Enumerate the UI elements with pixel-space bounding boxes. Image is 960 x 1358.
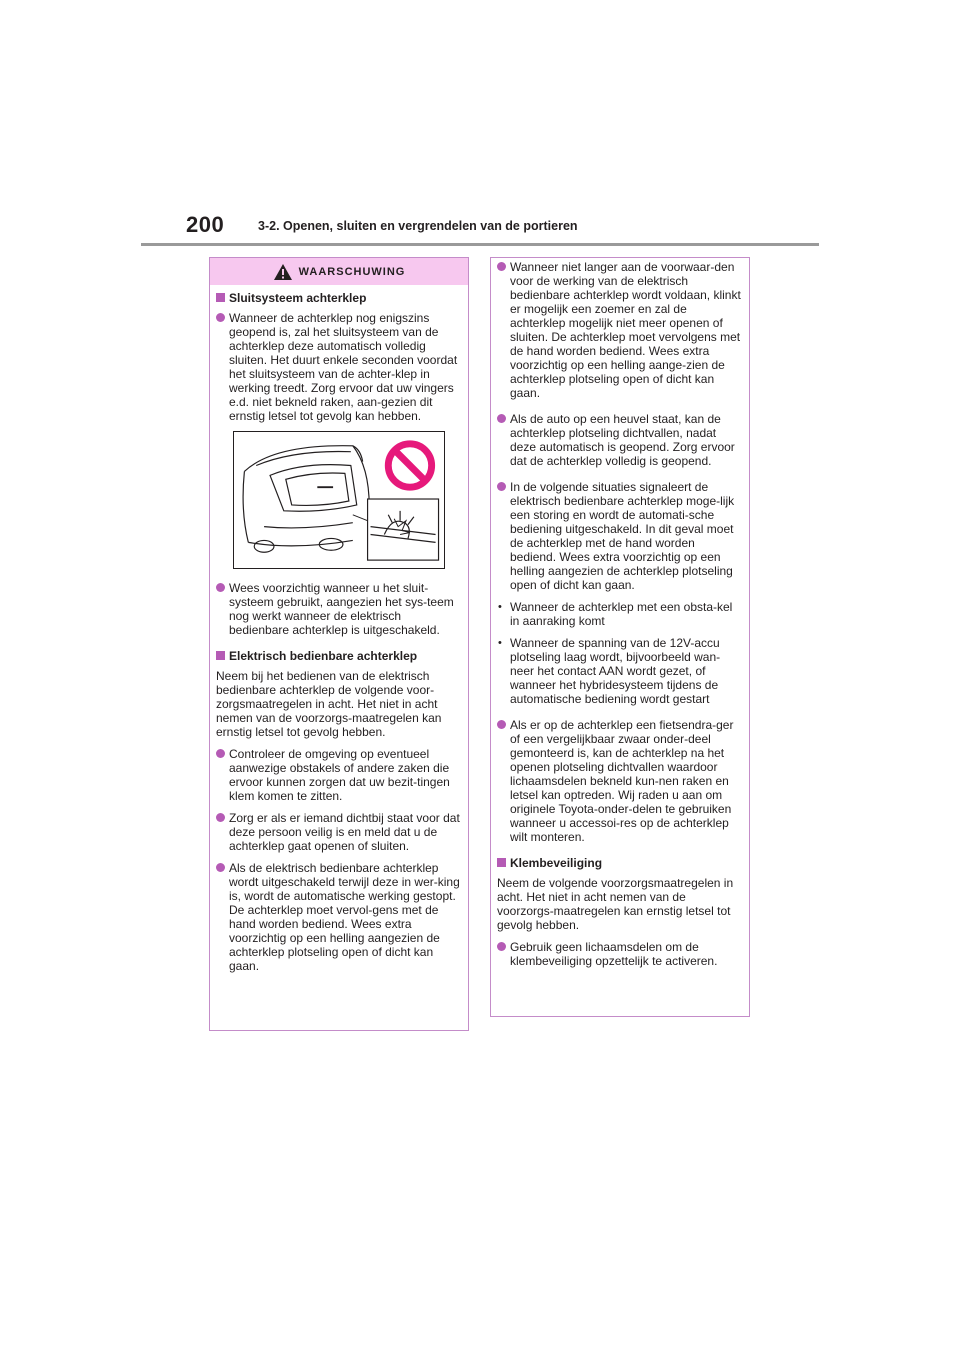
warning-bullet: Als de auto op een heuvel staat, kan de achterklep plotseling dichtvallen, nadat deze automatisch is geopend. Zorg ervoor dat de achterklep volledig is geopend. (497, 412, 743, 468)
intro-paragraph: Neem de volgende voorzorgsmaatregelen in acht. Het niet in acht nemen van de voorzorgs-maatregelen kan ernstig letsel tot gevolg hebben. (497, 876, 734, 932)
intro-paragraph: Neem bij het bedienen van de elektrisch bedienbare achterklep de volgende voor-zorgsmaatregelen in acht. Het niet in acht nemen van de voorzorgs-maatregelen kan ernstig letsel tot gevolg hebben. (216, 669, 442, 739)
section-title: 3-2. Openen, sluiten en vergrendelen van de portieren (258, 219, 578, 233)
warning-bullet: Als de elektrisch bedienbare achterklep wordt uitgeschakeld terwijl deze in wer-king is, wordt de automatische werking gestopt. De achterklep moet vervol-gens met de hand worden bediend. Wees extra voorzichtig op een helling aangezien de achterklep plotseling open of dicht kan gaan. (216, 861, 462, 973)
list-item: • Wanneer de achterklep met een obsta-kel in aanraking komt (497, 600, 743, 628)
warning-bullet: Wanneer niet langer aan de voorwaar-den voor de werking van de elektrisch bedienbare achterklep wordt voldaan, klinkt er mogelijk een zoemer en zal de achterklep mogelijk niet meer openen of sluiten. De achterklep moet vervolgens met de hand worden bediend. Wees extra voorzichtig op een helling aange-zien de achterklep plotseling open of dicht kan gaan. (497, 260, 743, 400)
heading-power-tailgate: Elektrisch bedienbare achterklep (216, 649, 462, 663)
heading-closing-system: Sluitsysteem achterklep (216, 291, 462, 305)
tailgate-pinch-illustration (233, 431, 445, 569)
list-item: • Wanneer de spanning van de 12V-accu plotseling laag wordt, bijvoorbeeld wan-neer het contact AAN wordt gezet, of wanneer het hybridesysteem tijdens de automatische bediening wordt gestart (497, 636, 743, 706)
warning-bullet: Zorg er als er iemand dichtbij staat voor dat deze persoon veilig is en meld dat u de achterklep gaat openen of sluiten. (216, 811, 462, 853)
heading-pinch-protection: Klembeveiliging (497, 856, 743, 870)
warning-bullet: Controleer de omgeving op eventueel aanwezige obstakels of andere zaken die ervoor kunnen zorgen dat uw bezit-tingen klem komen te zitten. (216, 747, 462, 803)
tailgate-illustration-svg (234, 432, 444, 568)
warning-box (209, 257, 469, 1031)
warning-title: WAARSCHUWING (298, 265, 406, 278)
page-number: 200 (186, 212, 225, 237)
warning-bullet: In de volgende situaties signaleert de elektrisch bedienbare achterklep moge-lijk een storing en wordt de automati-sche bediening uitgeschakeld. In dit geval moet de achterklep met de hand worden bediend. Wees extra voorzichtig op een helling aangezien de achterklep plotseling open of dicht kan gaan. (497, 480, 743, 592)
warning-triangle-icon (273, 263, 293, 281)
header-divider (141, 243, 819, 246)
warning-box-continued (490, 257, 750, 1017)
warning-bullet: Gebruik geen lichaamsdelen om de klembeveiliging opzettelijk te activeren. (497, 940, 743, 968)
warning-bullet: Wanneer de achterklep nog enigszins geopend is, zal het sluitsysteem van de achterklep deze automatisch volledig sluiten. Het duurt enkele seconden voordat het sluitsysteem van de achter-klep in werking treedt. Zorg ervoor dat uw vingers e.d. niet bekneld raken, aan-gezien dit ernstig letsel tot gevolg kan hebben. (216, 311, 462, 423)
warning-bullet: Wees voorzichtig wanneer u het sluit-systeem gebruikt, aangezien het sys-teem nog werkt wanneer de elektrisch bedienbare achterklep is uitgeschakeld. (216, 581, 462, 637)
warning-bullet: Als er op de achterklep een fietsendra-ger of een vergelijkbaar zwaar onder-deel gemonteerd is, kan de achterklep na het openen plotseling dichtvallen waardoor lichaamsdelen bekneld kun-nen raken en letsel kan optreden. Wij raden u aan om originele Toyota-onder-delen te gebruiken wanneer u accessoi-res op de achterklep wilt monteren. (497, 718, 743, 844)
warning-header (210, 258, 468, 285)
